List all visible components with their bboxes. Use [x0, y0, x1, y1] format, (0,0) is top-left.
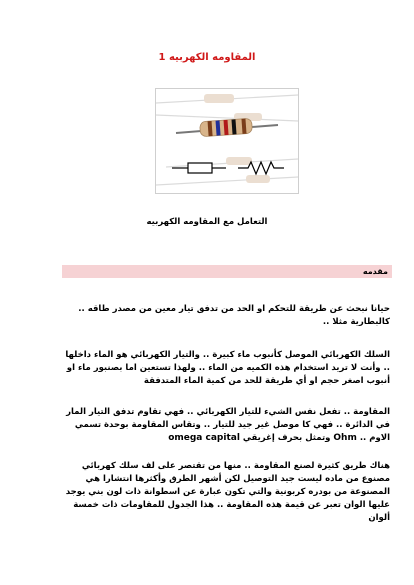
resistor-illustration-icon	[156, 89, 298, 193]
paragraph-2: السلك الكهربائي الموصل كأنبوب ماء كبيرة .. والتيار الكهربائي هو الماء داخلها .. وأنت لا تريد استخدام هذه الكميه من الماء .. ولهذا تستعين اما بصنبور ماء او أنبوب اصغر حجم او أي طريقة للحد من كمية الماء المتدفقة	[65, 350, 390, 386]
ohm-unit: Ohm	[333, 433, 357, 443]
paragraph-4: هناك طريق كثيرة لصنع المقاومة .. منها من تقتصر على لف سلك كهربائي مصنوع من ماده ليست جيد التوصيل لكن أشهر الطرق وأكثرها انتشارا هي المصنوعة من بودره كربونية والتي تكون عبارة عن اسطوانة ذات لون بني يوجد عليها الوان تعبر عن قيمة هذه المقاومة .. هذا الجدول للمقاومات ذات خمسة ألوان	[65, 461, 390, 523]
paragraph-3	[60, 406, 390, 445]
resistor-figure	[155, 88, 299, 194]
section-heading: مقدمه	[62, 265, 392, 278]
page-title: المقاومه الكهربيه 1	[158, 52, 256, 63]
paragraph-1: حيانا نبحث عن طريقة للتحكم او الحد من تدفق تيار معين من مصدر طاقه .. كالبطارية مثلا ..	[78, 304, 390, 327]
omega-label: omega capital	[168, 433, 240, 443]
paragraph-3-tail: وتمثل بحرف إغريقي	[242, 433, 331, 443]
paragraph-3-text: المقاومة .. تفعل نفس الشيء للتيار الكهربائي .. فهي تقاوم تدفق التيار المار في الدائرة .. فهي كا موصل غير جيد للتيار .. وتقاس المقاومة بوحدة تسمي الاوم ..	[66, 407, 390, 443]
subtitle: التعامل مع المقاومه الكهربيه	[146, 217, 268, 227]
